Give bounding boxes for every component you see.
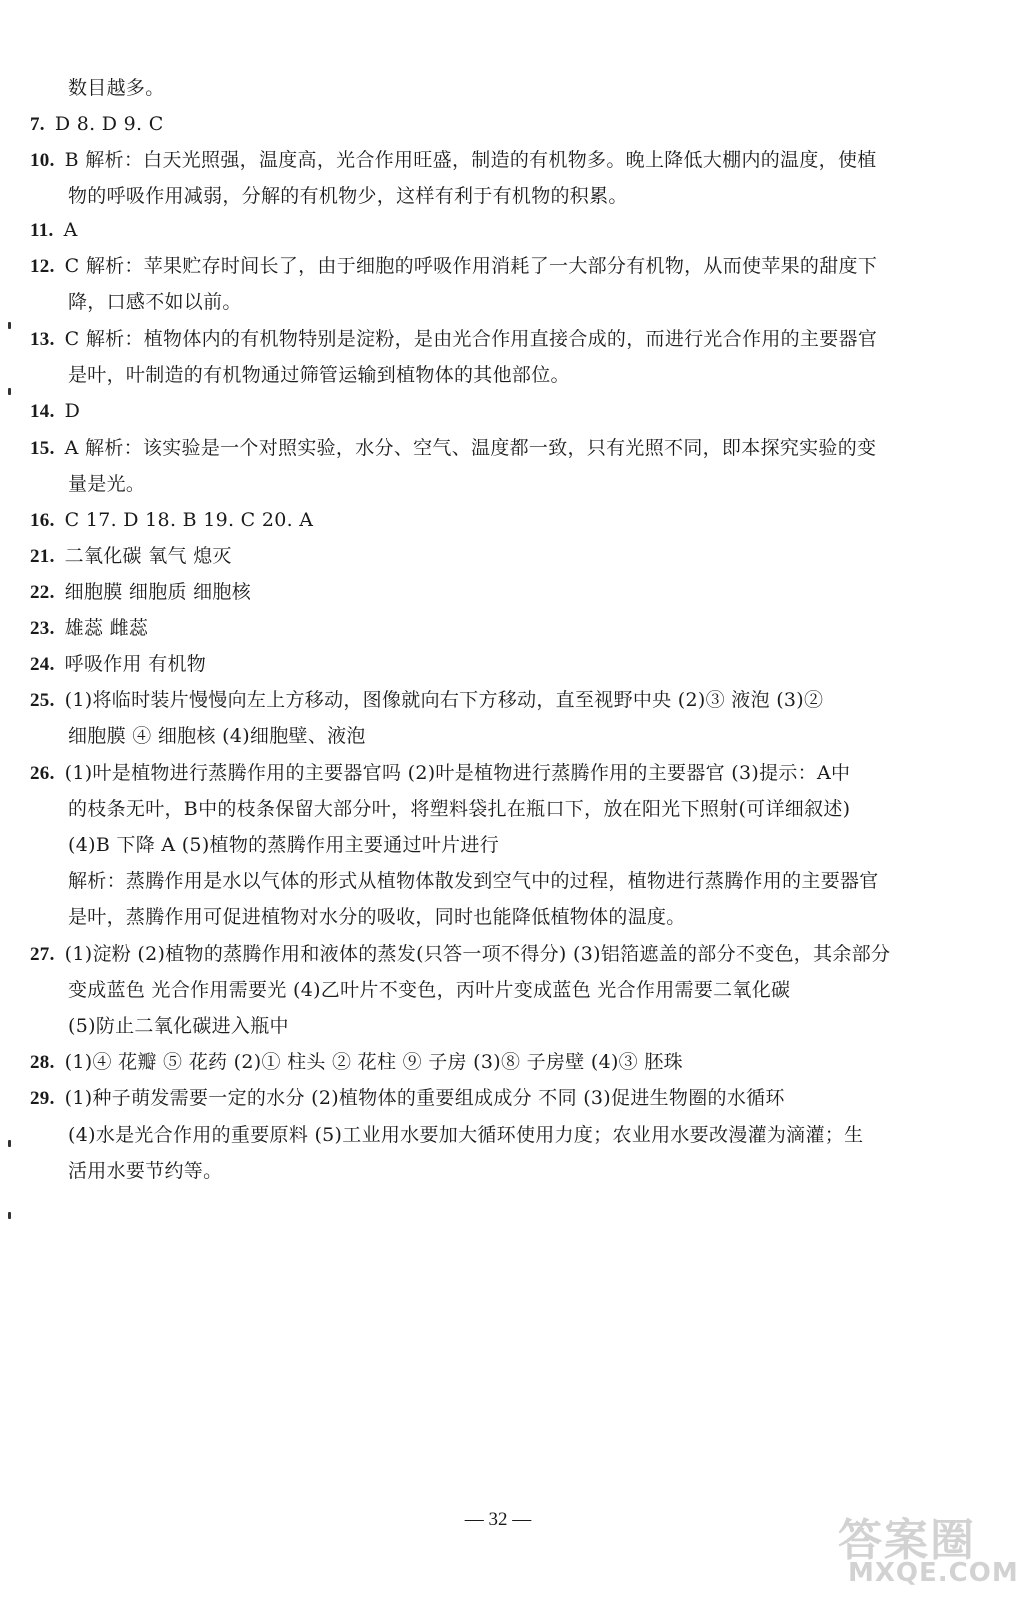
answer-text: (1)④ 花瓣 ⑤ 花药 (2)① 柱头 ② 花柱 ⑨ 子房 (3)⑧ 子房壁 (4)③ 胚珠 [64,1051,683,1073]
question-number: 24. [30,654,55,675]
answer-text: 雄蕊 雌蕊 [64,617,149,639]
scan-mark [8,322,11,329]
answer-text: 细胞膜 细胞质 细胞核 [64,581,252,603]
answer-line [68,972,790,1008]
answer-line [30,502,313,538]
question-number: 12. [30,256,55,277]
answer-line [68,863,879,899]
answer-line [68,827,499,863]
question-number: 16. [30,510,55,531]
answer-line [30,393,80,429]
answer-text: (1)种子萌发需要一定的水分 (2)植物体的重要组成成分 不同 (3)促进生物圈的水循环 [64,1087,785,1109]
answer-line [30,682,823,718]
answer-line [30,574,251,610]
answer-text: 活用水要节约等。 [68,1160,223,1182]
answer-line [30,1080,785,1116]
answer-line [30,646,206,682]
answer-line [68,718,366,754]
answer-text: C 解析：植物体内的有机物特别是淀粉，是由光合作用直接合成的，而进行光合作用的主要器官 [64,328,878,350]
answer-text: 细胞膜 ④ 细胞核 (4)细胞壁、液泡 [68,725,366,747]
answer-text: (1)叶是植物进行蒸腾作用的主要器官吗 (2)叶是植物进行蒸腾作用的主要器官 (3)提示：A中 [64,762,851,784]
answer-text: (5)防止二氧化碳进入瓶中 [68,1015,289,1037]
answer-text: A 解析：该实验是一个对照实验，水分、空气、温度都一致，只有光照不同，即本探究实验的变 [64,437,877,459]
answer-text: A [63,219,78,241]
answer-text: D 8. D 9. C [54,113,164,135]
question-number: 22. [30,582,55,603]
answer-line [30,142,877,178]
question-number: 10. [30,150,55,171]
answer-line [30,106,164,142]
answer-text: (1)将临时装片慢慢向左上方移动，图像就向右下方移动，直至视野中央 (2)③ 液泡 (3)② [64,689,824,711]
scan-mark [8,388,11,395]
watermark-text: 答案圈 [838,1515,976,1566]
answer-text: 的枝条无叶，B中的枝条保留大部分叶，将塑料袋扎在瓶口下，放在阳光下照射(可详细叙述) [68,798,851,820]
answer-line [30,936,890,972]
answer-line [68,284,242,320]
answer-line [68,178,628,214]
answer-text: 呼吸作用 有机物 [64,653,207,675]
answer-text: 物的呼吸作用减弱，分解的有机物少，这样有利于有机物的积累。 [68,185,628,207]
answer-line [68,70,165,106]
watermark-url: MXQE.COM [848,1558,1019,1588]
answer-text: (4)水是光合作用的重要原料 (5)工业用水要加大循环使用力度；农业用水要改漫灌为滴灌；生 [68,1124,864,1146]
answer-line [68,357,570,393]
answer-text: B 解析：白天光照强，温度高，光合作用旺盛，制造的有机物多。晚上降低大棚内的温度，使植 [64,149,877,171]
answer-text: 数目越多。 [68,77,165,99]
question-number: 11. [30,220,54,241]
question-number: 23. [30,618,55,639]
answer-text: (1)淀粉 (2)植物的蒸腾作用和液体的蒸发(只答一项不得分) (3)铝箔遮盖的部分不变色，其余部分 [64,943,891,965]
answer-text: 变成蓝色 光合作用需要光 (4)乙叶片不变色，丙叶片变成蓝色 光合作用需要二氧化碳 [68,979,791,1001]
answer-line [30,538,232,574]
question-number: 21. [30,546,55,567]
question-number: 13. [30,329,55,350]
answer-line [30,755,850,791]
question-number: 15. [30,438,55,459]
question-number: 25. [30,690,55,711]
answer-line [30,610,148,646]
watermark-logo [838,1504,1019,1592]
answer-text: C 17. D 18. B 19. C 20. A [64,509,314,531]
answer-line [30,321,877,357]
answer-line [30,212,78,248]
answer-line [68,1153,222,1189]
answer-line [68,1117,863,1153]
answer-line [68,899,686,935]
answer-text: 是叶，叶制造的有机物通过筛管运输到植物体的其他部位。 [68,364,570,386]
question-number: 29. [30,1088,55,1109]
scan-mark [8,1140,11,1147]
answer-line [30,248,877,284]
question-number: 27. [30,944,55,965]
answer-text: 降，口感不如以前。 [68,291,242,313]
question-number: 28. [30,1052,55,1073]
question-number: 26. [30,763,55,784]
answer-text: 量是光。 [68,473,146,495]
question-number: 14. [30,401,55,422]
answer-line [68,791,850,827]
answer-line [30,430,876,466]
answer-text: 是叶，蒸腾作用可促进植物对水分的吸收，同时也能降低植物体的温度。 [68,906,686,928]
answer-text: 解析：蒸腾作用是水以气体的形式从植物体散发到空气中的过程，植物进行蒸腾作用的主要器官 [68,870,879,892]
answer-text: C 解析：苹果贮存时间长了，由于细胞的呼吸作用消耗了一大部分有机物，从而使苹果的甜度下 [64,255,878,277]
scan-mark [8,1212,11,1219]
answer-text: 二氧化碳 氧气 熄灭 [64,545,232,567]
page-number: — 32 — [464,1509,532,1530]
answer-text: D [64,400,81,422]
answer-line [30,1044,683,1080]
answer-line [68,1008,289,1044]
answer-line [68,466,145,502]
question-number: 7. [30,114,45,135]
answer-text: (4)B 下降 A (5)植物的蒸腾作用主要通过叶片进行 [68,834,500,856]
